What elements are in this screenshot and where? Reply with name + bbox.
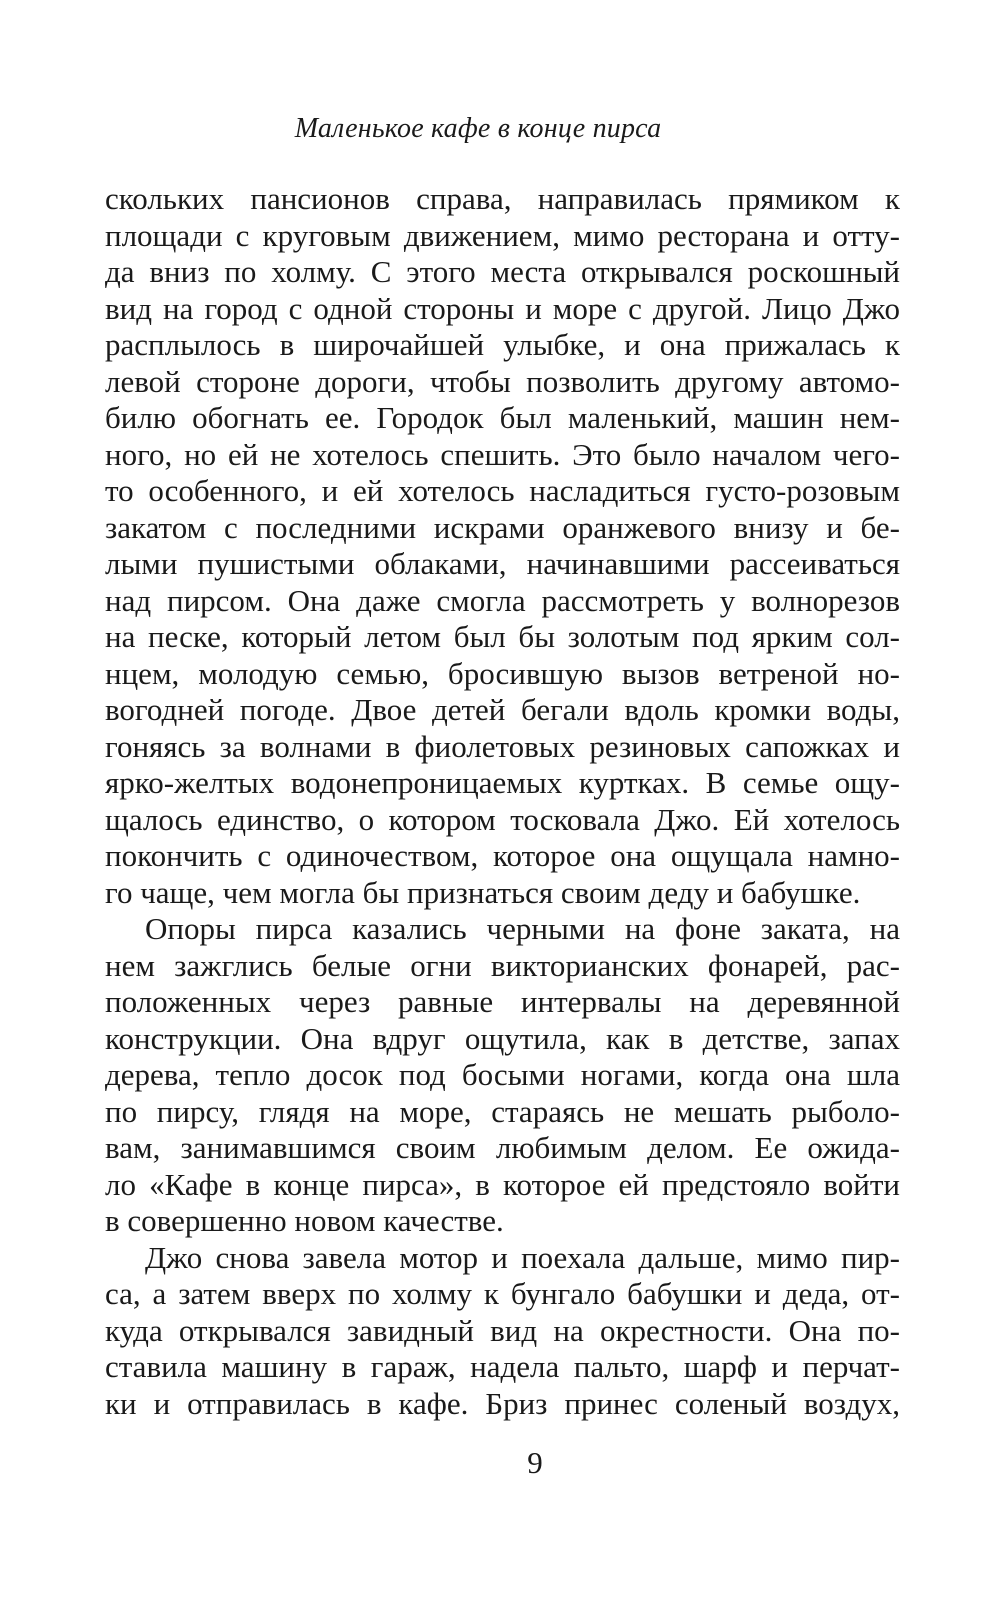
paragraph <box>105 1240 900 1423</box>
text-line: дерева, тепло досок под босыми ногами, когда она шла <box>105 1057 900 1092</box>
text-line: левой стороне дороги, чтобы позволить другому автомо- <box>105 363 900 399</box>
text-line: лыми пушистыми облаками, начинавшими рассеиваться <box>105 546 900 581</box>
text-line: вогодней погоде. Двое детей бегали вдоль кромки воды, <box>105 692 900 727</box>
running-title: Маленькое кафе в конце пирса <box>294 113 662 144</box>
text-line: ки и отправилась в кафе. Бриз принес соленый воздух, <box>105 1385 900 1421</box>
text-line: куда открывался завидный вид на окрестности. Она по- <box>105 1312 900 1348</box>
text-line: расплылось в широчайшей улыбке, и она прижалась к <box>105 327 900 362</box>
text-line: билю обогнать ее. Городок был маленький, машин нем- <box>105 400 900 435</box>
text-line: покончить с одиночеством, которое она ощущала намно- <box>105 838 900 873</box>
body-text <box>105 181 900 1422</box>
text-line: вам, занимавшимся своим любимым делом. Ее ожида- <box>105 1130 900 1165</box>
text-line: площади с круговым движением, мимо ресторана и отту- <box>105 217 900 253</box>
paragraph <box>105 911 900 1240</box>
text-line: ного, но ей не хотелось спешить. Это было началом чего- <box>105 436 900 472</box>
paragraph <box>105 181 900 911</box>
text-line: нем зажглись белые огни викторианских фонарей, рас- <box>105 947 900 983</box>
text-line: положенных через равные интервалы на деревянной <box>105 984 900 1019</box>
text-line: скольких пансионов справа, направилась прямиком к <box>105 181 900 216</box>
text-line: да вниз по холму. С этого места открывался роскошный <box>105 254 900 289</box>
text-line: гоняясь за волнами в фиолетовых резиновых сапожках и <box>105 728 900 764</box>
text-line: над пирсом. Она даже смогла рассмотреть у волнорезов <box>105 582 900 618</box>
page-number: 9 <box>527 1445 543 1480</box>
text-line: щалось единство, о котором тосковала Джо. Ей хотелось <box>105 801 900 837</box>
text-line: нцем, молодую семью, бросившую вызов ветреной но- <box>105 655 900 691</box>
text-line: закатом с последними искрами оранжевого внизу и бе- <box>105 509 900 545</box>
text-line: конструкции. Она вдруг ощутила, как в детстве, запах <box>105 1020 900 1056</box>
text-line: ярко-желтых водонепроницаемых куртках. В семье ощу- <box>105 765 900 800</box>
text-line: по пирсу, глядя на море, стараясь не мешать рыболо- <box>105 1093 900 1129</box>
text-line: на песке, который летом был бы золотым под ярким сол- <box>105 619 900 654</box>
text-line: Джо снова завела мотор и поехала дальше, мимо пир- <box>145 1239 900 1275</box>
text-line: в совершенно новом качестве. <box>105 1203 504 1238</box>
text-line: Опоры пирса казались черными на фоне заката, на <box>145 911 900 946</box>
text-line: ставила машину в гараж, надела пальто, шарф и перчат- <box>105 1349 900 1384</box>
text-line: вид на город с одной стороны и море с другой. Лицо Джо <box>105 290 900 326</box>
text-line: то особенного, и ей хотелось насладиться густо-розовым <box>105 473 900 508</box>
text-line: го чаще, чем могла бы признаться своим деду и бабушке. <box>105 874 861 910</box>
text-line: ло «Кафе в конце пирса», в которое ей предстояло войти <box>105 1166 900 1202</box>
text-line: са, а затем вверх по холму к бунгало бабушки и деда, от- <box>105 1276 900 1311</box>
